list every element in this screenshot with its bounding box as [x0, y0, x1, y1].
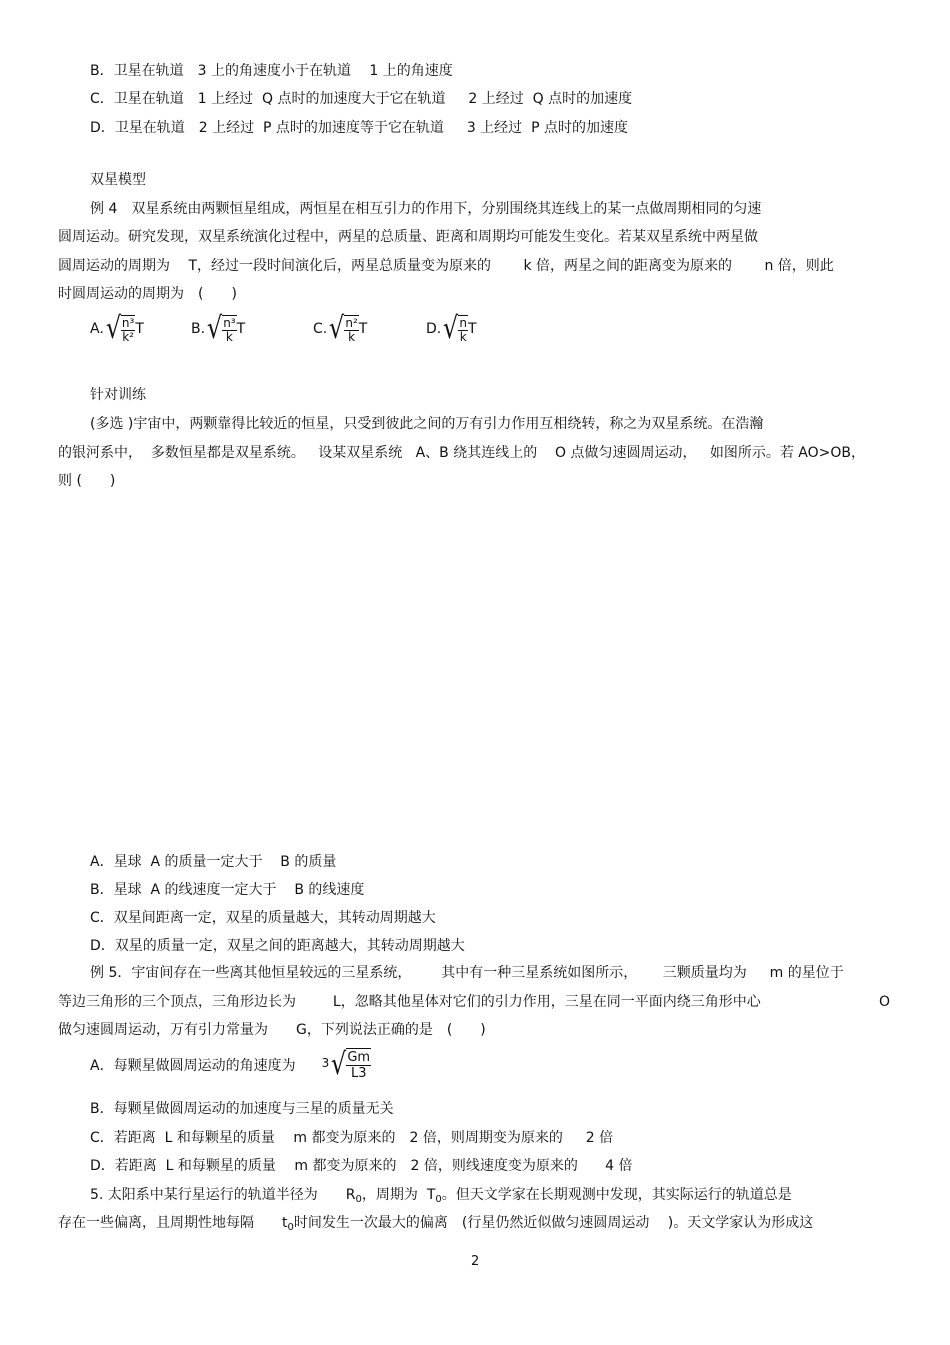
- section-heading-binary-model: 双星模型: [90, 172, 146, 188]
- example-4-option-c: [313, 311, 368, 346]
- fraction-denominator: k: [225, 329, 233, 344]
- square-root: [441, 311, 468, 346]
- example-5-line-2: 等边三角形的三个顶点，三角形边长为 L，忽略其他星体对它们的引力作用，三星在同一平面内绕三角形中心: [58, 994, 761, 1010]
- example-5-option-a: [90, 1048, 371, 1081]
- training-line-3: 则 ( ): [58, 473, 116, 489]
- example-4-line-2: 圆周运动。研究发现，双星系统演化过程中，两星的总质量、距离和周期均可能发生变化。若某双星系统中两星做: [58, 229, 758, 245]
- option-c-orbit-acceleration-q: C．卫星在轨道 1 上经过 Q 点时的加速度大于它在轨道 2 上经过 Q 点时的加速度: [90, 91, 633, 107]
- training-line-2: 的银河系中， 多数恒星都是双星系统。 设某双星系统 A、B 绕其连线上的 O 点做匀速圆周运动， 如图所示。若 AO>OB，: [58, 445, 866, 461]
- root-index: 3: [321, 1055, 330, 1070]
- example-5-option-b: B．每颗星做圆周运动的加速度与三星的质量无关: [90, 1101, 394, 1117]
- page-number: 2: [471, 1254, 480, 1269]
- option-b-orbit-angular-velocity: B．卫星在轨道 3 上的角速度小于在轨道 1 上的角速度: [90, 63, 453, 79]
- option-d-orbit-acceleration-p: D．卫星在轨道 2 上经过 P 点时的加速度等于它在轨道 3 上经过 P 点时的加速度: [90, 120, 628, 136]
- radical-sign-icon: √: [443, 311, 459, 346]
- option-a-text: A．每颗星做圆周运动的角速度为: [90, 1057, 296, 1074]
- q5-text: 5. 太阳系中某行星运行的轨道半径为 R: [90, 1187, 356, 1203]
- figure-placeholder: [58, 500, 888, 840]
- training-option-a: A．星球 A 的质量一定大于 B 的质量: [90, 854, 337, 870]
- cube-root: [329, 1048, 371, 1081]
- example-4-option-d: [426, 311, 477, 346]
- radical-sign-icon: √: [331, 1046, 347, 1082]
- option-label: C.: [313, 321, 328, 337]
- example-5-line-3: 做匀速圆周运动，万有引力常量为 G，下列说法正确的是 ( ): [58, 1022, 486, 1038]
- period-symbol: T: [135, 321, 144, 337]
- example-4-option-a: [90, 311, 144, 346]
- example-5-line-2-end: O: [879, 994, 891, 1010]
- fraction-denominator: k: [459, 329, 467, 344]
- fraction-numerator: n²: [345, 315, 358, 330]
- subscript: 0: [287, 1222, 294, 1233]
- fraction-numerator: n³: [121, 315, 135, 330]
- square-root: [104, 311, 136, 346]
- q5-text: ，周期为 T: [361, 1187, 436, 1203]
- fraction-denominator: k²: [122, 329, 134, 344]
- example-4-line-3: 圆周运动的周期为 T，经过一段时间演化后，两星总质量变为原来的 k 倍，两星之间的距离变为原来的 n 倍，则此: [58, 258, 834, 274]
- fraction-numerator: Gm: [347, 1050, 371, 1065]
- option-label: B.: [191, 321, 206, 337]
- example-5-option-d: D．若距离 L 和每颗星的质量 m 都变为原来的 2 倍，则线速度变为原来的 4 倍: [90, 1158, 633, 1174]
- period-symbol: T: [467, 321, 477, 337]
- training-line-1: (多选 )宇宙中，两颗靠得比较近的恒星，只受到彼此之间的万有引力作用互相绕转，称之为双星系统。在浩瀚: [90, 416, 764, 432]
- training-option-c: C．双星间距离一定，双星的质量越大，其转动周期越大: [90, 910, 436, 926]
- example-4-line-1: 例 4 双星系统由两颗恒星组成，两恒星在相互引力的作用下，分别围绕其连线上的某一点做周期相同的匀速: [90, 201, 762, 217]
- question-5-line-2: [58, 1214, 813, 1237]
- radical-sign-icon: √: [206, 311, 223, 346]
- square-root: [205, 311, 237, 346]
- example-4-option-b: [191, 311, 246, 346]
- square-root: [327, 311, 359, 346]
- fraction-numerator: n³: [223, 315, 236, 330]
- q5-text: 存在一些偏离，且周期性地每隔 t: [58, 1215, 288, 1231]
- q5-text: 时间发生一次最大的偏离 (行星仍然近似做匀速圆周运动 )。天文学家认为形成这: [293, 1215, 814, 1231]
- option-label: D.: [426, 321, 442, 337]
- fraction-numerator: n: [459, 315, 467, 330]
- fraction-denominator: k: [348, 329, 356, 344]
- radical-sign-icon: √: [329, 311, 345, 346]
- period-symbol: T: [358, 321, 368, 337]
- training-option-b: B．星球 A 的线速度一定大于 B 的线速度: [90, 882, 365, 898]
- subscript: 0: [435, 1194, 442, 1205]
- question-5-line-1: [90, 1186, 792, 1209]
- example-4-line-4: 时圆周运动的周期为 ( ): [58, 286, 237, 302]
- q5-text: 。但天文学家在长期观测中发现，其实际运行的轨道总是: [441, 1187, 792, 1203]
- radical-sign-icon: √: [105, 311, 121, 346]
- period-symbol: T: [236, 321, 246, 337]
- section-heading-training: 针对训练: [90, 387, 146, 403]
- fraction-denominator: L3: [350, 1066, 367, 1081]
- option-label: A.: [90, 321, 104, 337]
- example-5-line-1: 例 5．宇宙间存在一些离其他恒星较远的三星系统， 其中有一种三星系统如图所示， 三颗质量均为 m 的星位于: [90, 965, 844, 981]
- example-5-option-c: C．若距离 L 和每颗星的质量 m 都变为原来的 2 倍，则周期变为原来的 2 倍: [90, 1130, 614, 1146]
- training-option-d: D．双星的质量一定，双星之间的距离越大，其转动周期越大: [90, 938, 465, 954]
- subscript: 0: [355, 1194, 362, 1205]
